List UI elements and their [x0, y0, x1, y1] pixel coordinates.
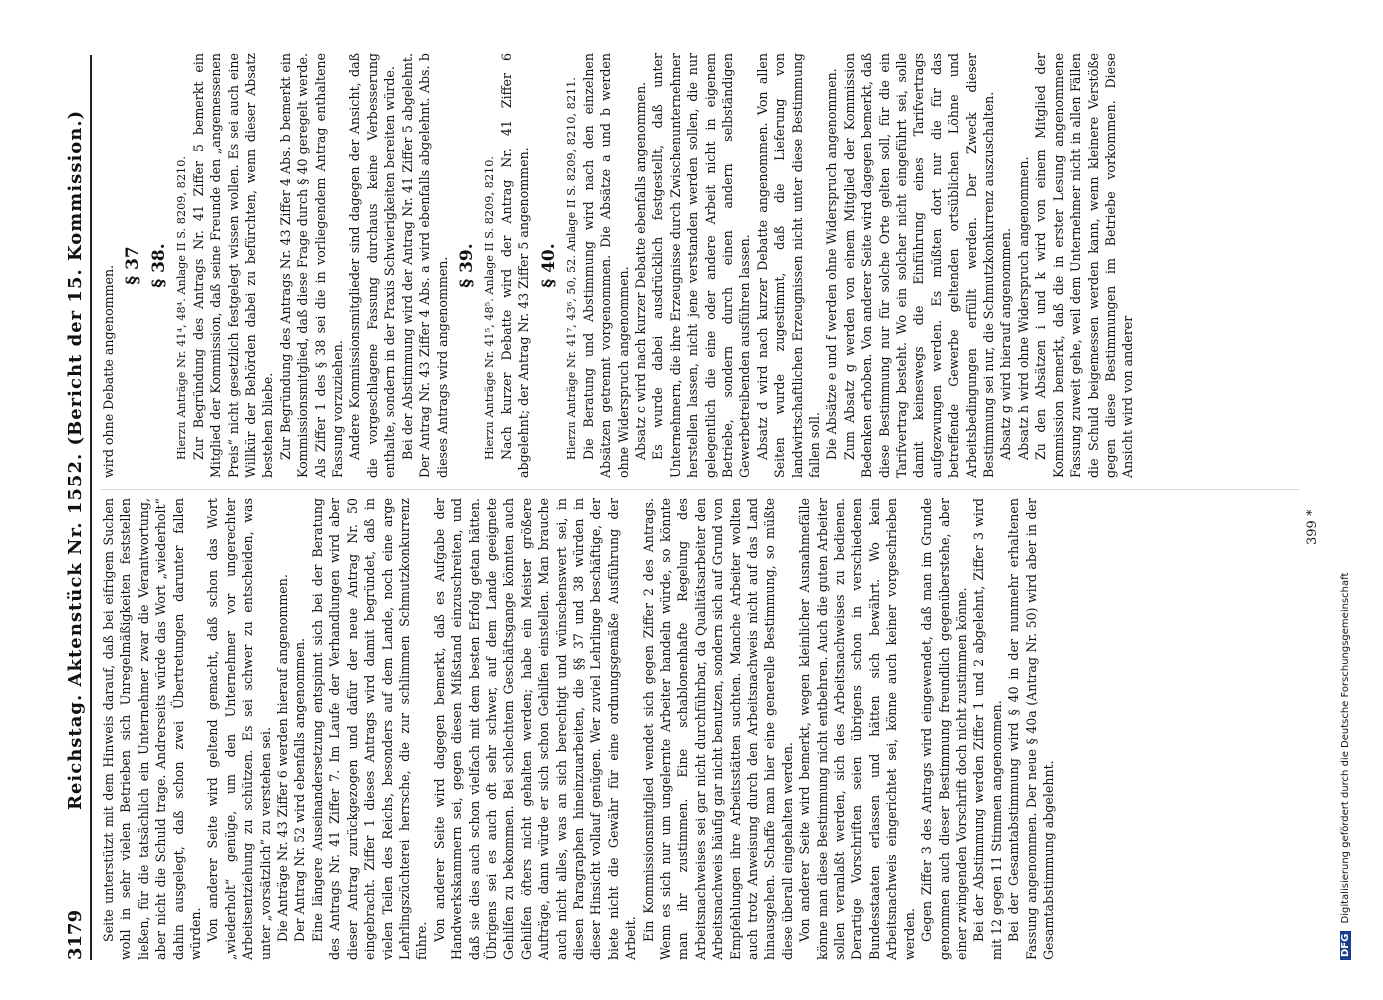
paragraph: Die Absätze e und f werden ohne Widerspruch angenommen.	[824, 68, 840, 460]
left-column	[100, 498, 1057, 960]
motion-reference: Hierzu Anträge Nr. 41⁷, 43⁶, 50, 52. Anlage II S. 8209, 8210, 8211.	[565, 76, 579, 460]
paragraph: Absatz c wird nach kurzer Debatte ebenfalls angenommen.	[632, 81, 648, 460]
paragraph: Bei der Abstimmung werden Ziffer 1 und 2 abgelehnt, Ziffer 3 wird mit 12 gegen 11 Stimmen angenommen.	[971, 498, 1004, 960]
paragraph: Nach kurzer Debatte wird der Antrag Nr. 41 Ziffer 6 abgelehnt; der Antrag Nr. 43 Ziffer 5 angenommen.	[498, 53, 532, 478]
paragraph: Absatz d wird nach kurzer Debatte angenommen. Von allen Seiten wurde zugestimmt, daß die Lieferung von landwirtschaftlichen Erzeugnissen nicht unter diese Bestimmung fallen soll.	[754, 53, 822, 478]
running-title: Reichstag. Aktenstück Nr. 1552. (Bericht der 15. Kommission.)	[65, 109, 86, 810]
paragraph: Zur Begründung des Antrags Nr. 41 Ziffer 5 bemerkt ein Mitglied der Kommission, daß seine Freunde den „angemessenen Preis“ nicht gesetzlich festgelegt wissen wollen. Es sei auch eine Willkür der Behörden dabei zu befürchten, wenn dieser Absatz bestehen bliebe.	[190, 53, 276, 478]
dfg-logo: DFG	[1340, 931, 1351, 960]
paragraph: Zur Begründung des Antrags Nr. 43 Ziffer 4 Abs. b bemerkt ein Kommissionsmitglied, daß diese Frage durch § 40 geregelt werde. Als Ziffer 1 des § 38 sei die in vorliegendem Antrag enthaltene Fassung vorzuziehen.	[277, 53, 346, 478]
paragraph: Ein Kommissionsmitglied wendet sich gegen Ziffer 2 des Antrags. Wenn es sich nur um ungelernte Arbeiter handeln würde, so könnte man ihr zustimmen. Eine schablonenhafte Regelung des Arbeitsnachweises sei gar nicht durchführbar, da Qualitätsarbeiter den Arbeitsnachweis häufig gar nicht benutzen, sondern sich auf Grund von Empfehlungen ihre Arbeitsstätten suchten. Manche Arbeiter wollten auch trotz Anweisung durch den Arbeitsnachweis nicht auf das Land hinausgehen. Schaffe man hier eine generelle Bestimmung, so müßte diese überall eingehalten werden.	[640, 498, 795, 960]
paragraph: Absatz h wird ohne Widerspruch angenommen.	[1015, 156, 1031, 460]
right-column	[100, 53, 1137, 478]
digitization-credit	[1340, 573, 1351, 960]
section-heading: § 38.	[148, 243, 169, 288]
paragraph: Der Antrag Nr. 52 wird ebenfalls angenommen.	[292, 637, 308, 942]
paragraph: wird ohne Debatte angenommen.	[101, 264, 116, 478]
motion-reference: Hierzu Anträge Nr. 41⁴, 48⁴. Anlage II S. 8209, 8210.	[175, 156, 189, 460]
paragraph: Eine längere Auseinandersetzung entspinnt sich bei der Beratung des Antrags Nr. 41 Ziffer 7. Im Laufe der Verhandlungen wird aber dieser Antrag zurückgezogen und dafür der neue Antrag Nr. 50 eingebracht. Ziffer 1 dieses Antrags wird damit begründet, daß in vielen Teilen des Reichs, besonders auf dem Lande, noch eine arge Lehrlingszüchterei herrsche, die zur schlimmen Schmutzkonkurrenz führe.	[309, 498, 430, 960]
paragraph: Gegen Ziffer 3 des Antrags wird eingewendet, daß man im Grunde genommen auch dieser Bestimmung freundlich gegenüberstehe, aber einer zwingenden Vorschrift doch nicht zustimmen könne.	[919, 498, 969, 960]
page-header	[60, 55, 92, 960]
paragraph: Andere Kommissionsmitglieder sind dagegen der Ansicht, daß die vorgeschlagene Fassung durchaus keine Verbesserung enthalte, sondern in der Praxis Schwierigkeiten bereiten würde.	[347, 53, 398, 478]
motion-reference: Hierzu Anträge Nr. 41⁵, 48⁵. Anlage II S. 8209, 8210.	[483, 156, 497, 460]
paragraph: Die Anträge Nr. 43 Ziffer 6 werden hierauf angenommen.	[275, 574, 291, 942]
page-marker: 399 *	[1305, 509, 1320, 545]
paragraph: Zu den Absätzen i und k wird von einem Mitglied der Kommission bemerkt, daß die in erster Lesung angenommene Fassung zuweit gehe, weil dem Unternehmer nicht in allen Fällen die Schuld beigemessen werden kann, wenn kleinere Verstöße gegen diese Bestimmungen im Betriebe vorkommen. Diese Ansicht wird von anderer	[1033, 53, 1136, 478]
section-heading: § 39.	[456, 243, 477, 288]
paragraph: Bei der Abstimmung wird der Antrag Nr. 41 Ziffer 5 abgelehnt. Der Antrag Nr. 43 Ziffer 4 Abs. a wird ebenfalls abgelehnt. Abs. b dieses Antrags wird angenommen.	[399, 53, 450, 478]
section-heading: § 37	[123, 246, 144, 285]
paragraph: Von anderer Seite wird geltend gemacht, daß schon das Wort „wiederholt“ genüge, um den Unternehmer vor ungerechter Arbeitsentziehung zu schützen. Es sei schwer zu entscheiden, was unter „vorsätzlich“ zu verstehen sei.	[205, 498, 273, 960]
credit-text: Digitalisierung gefördert durch die Deutsche Forschungsgemeinschaft	[1340, 572, 1351, 924]
paragraph: Von anderer Seite wird bemerkt, wegen kleinlicher Ausnahmefälle könne man diese Bestimmung nicht entbehren. Auch die guten Arbeiter sollen veranlaßt werden, sich des Arbeitsnachweises zu bedienen. Derartige Vorschriften seien übrigens schon in verschiedenen Bundesstaaten erlassen und hätten sich bewährt. Wo kein Arbeitsnachweis eingerichtet sei, könne auch keiner vorgeschrieben werden.	[797, 498, 917, 960]
paragraph: Bei der Gesamtabstimmung wird § 40 in der nunmehr erhaltenen Fassung angenommen. Der neue § 40a (Antrag Nr. 50) wird aber in der Gesamtabstimmung abgelehnt.	[1006, 498, 1056, 960]
paragraph: Absatz g wird hierauf angenommen.	[998, 228, 1014, 460]
section-heading: § 40.	[538, 243, 559, 288]
paragraph: Die Beratung und Abstimmung wird nach den einzelnen Absätzen getrennt vorgenommen. Die Absätze a und b werden ohne Widerspruch angenommen.	[580, 53, 631, 478]
page-number: 3179	[65, 909, 86, 960]
column-divider	[100, 489, 1300, 490]
paragraph: Zum Absatz g werden von einem Mitglied der Kommission Bedenken erhoben. Von anderer Seite wird dagegen bemerkt, daß diese Bestimmung nur für solche Orte gelten soll, für die ein Tarifvertrag besteht. Wo ein solcher nicht eingeführt sei, solle damit keineswegs die Einführung eines Tarifvertrags aufgezwungen werden. Es müßten dort nur die für das betreffende Gewerbe geltenden ortsüblichen Löhne und Arbeitsbedingungen erfüllt werden. Der Zweck dieser Bestimmung sei nur, die Schmutzkonkurrenz auszuschalten.	[841, 53, 997, 478]
paragraph: Seite unterstützt mit dem Hinweis darauf, daß bei eifrigem Suchen wohl in sehr vielen Betrieben sich Unregelmäßigkeiten feststellen ließen, für die tatsächlich ein Unternehmer zwar die Verantwortung, aber nicht die Schuld trage. Andrerseits würde das Wort „wiederholt“ dahin ausgelegt, daß schon zwei Übertretungen darunter fallen würden.	[101, 498, 204, 960]
paragraph: Von anderer Seite wird dagegen bemerkt, daß es Aufgabe der Handwerkskammern sei, gegen diesen Mißstand einzuschreiten, und daß sie dies auch schon vielfach mit dem besten Erfolg getan hätten. Übrigens sei es auch oft sehr schwer, auf dem Lande geeignete Gehilfen zu bekommen. Bei schlechtem Geschäftsgange könnten auch Gehilfen öfters nicht gehalten werden; habe ein Meister größere Aufträge, dann würde er sich schon Gehilfen einstellen. Man brauche auch nicht alles, was an sich berechtigt und wünschenswert sei, in diesen Paragraphen hineinzuarbeiten, die §§ 37 und 38 würden in dieser Hinsicht vollauf genügen. Wer zuviel Lehrlinge beschäftige, der biete nicht die Gewähr für eine ordnungsgemäße Ausführung der Arbeit.	[431, 498, 639, 960]
paragraph: Es wurde dabei ausdrücklich festgestellt, daß unter Unternehmern, die ihre Erzeugnisse durch Zwischenunternehmer herstellen lassen, nicht jene verstanden werden sollen, die nur gelegentlich die eine oder andere Arbeit nicht in eigenem Betriebe, sondern durch einen andern selbständigen Gewerbetreibenden ausführen lassen.	[650, 53, 753, 478]
